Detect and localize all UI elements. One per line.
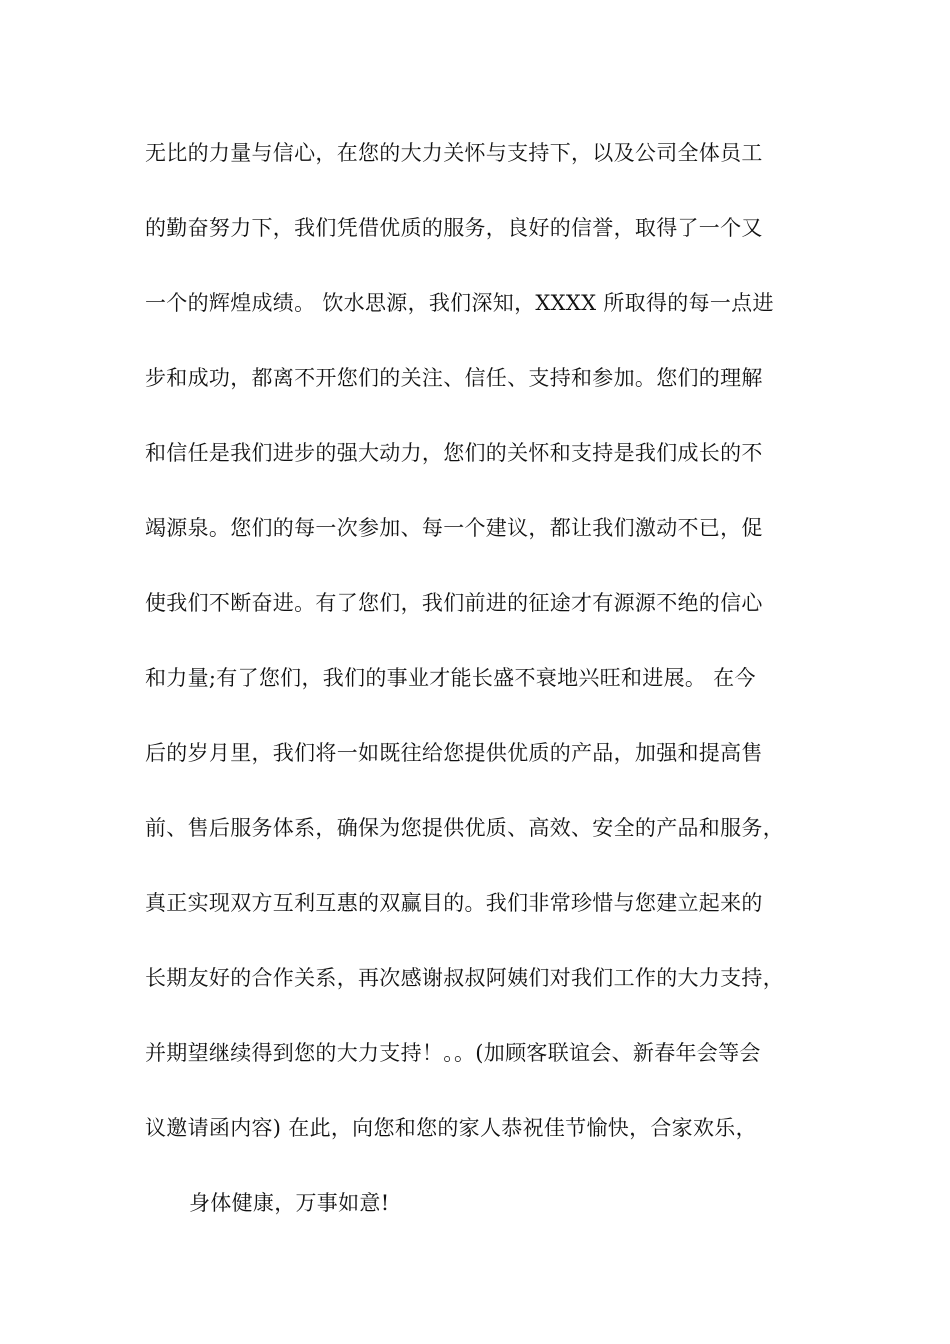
text-line-10: 前、售后服务体系，确保为您提供优质、高效、安全的产品和服务， [145, 816, 784, 840]
closing-wish-line: 身体健康，万事如意! [189, 1191, 390, 1215]
text-line-7: 使我们不断奋进。有了您们，我们前进的征途才有源源不绝的信心 [145, 591, 763, 615]
text-line-13: 并期望继续得到您的大力支持！。。(加顾客联谊会、新春年会等会 [145, 1041, 761, 1065]
text-line-6: 竭源泉。您们的每一次参加、每一个建议，都让我们激动不已，促 [145, 516, 763, 540]
letter-body [145, 130, 810, 1255]
text-line-11: 真正实现双方互利互惠的双赢目的。我们非常珍惜与您建立起来的 [145, 891, 763, 915]
text-line-3: 一个的辉煌成绩。 饮水思源，我们深知，XXXX 所取得的每一点进 [145, 291, 774, 315]
text-line-12: 长期友好的合作关系，再次感谢叔叔阿姨们对我们工作的大力支持， [145, 966, 784, 990]
text-line-9: 后的岁月里，我们将一如既往给您提供优质的产品，加强和提高售 [145, 741, 763, 765]
text-line-1: 无比的力量与信心，在您的大力关怀与支持下，以及公司全体员工 [145, 141, 763, 165]
text-line-5: 和信任是我们进步的强大动力，您们的关怀和支持是我们成长的不 [145, 441, 763, 465]
text-line-8: 和力量;有了您们，我们的事业才能长盛不衰地兴旺和进展。 在今 [145, 666, 756, 690]
text-line-4: 步和成功，都离不开您们的关注、信任、支持和参加。您们的理解 [145, 366, 763, 390]
text-line-2: 的勤奋努力下，我们凭借优质的服务，良好的信誉，取得了一个又 [145, 216, 763, 240]
text-line-14: 议邀请函内容) 在此，向您和您的家人恭祝佳节愉快，合家欢乐， [145, 1116, 757, 1140]
